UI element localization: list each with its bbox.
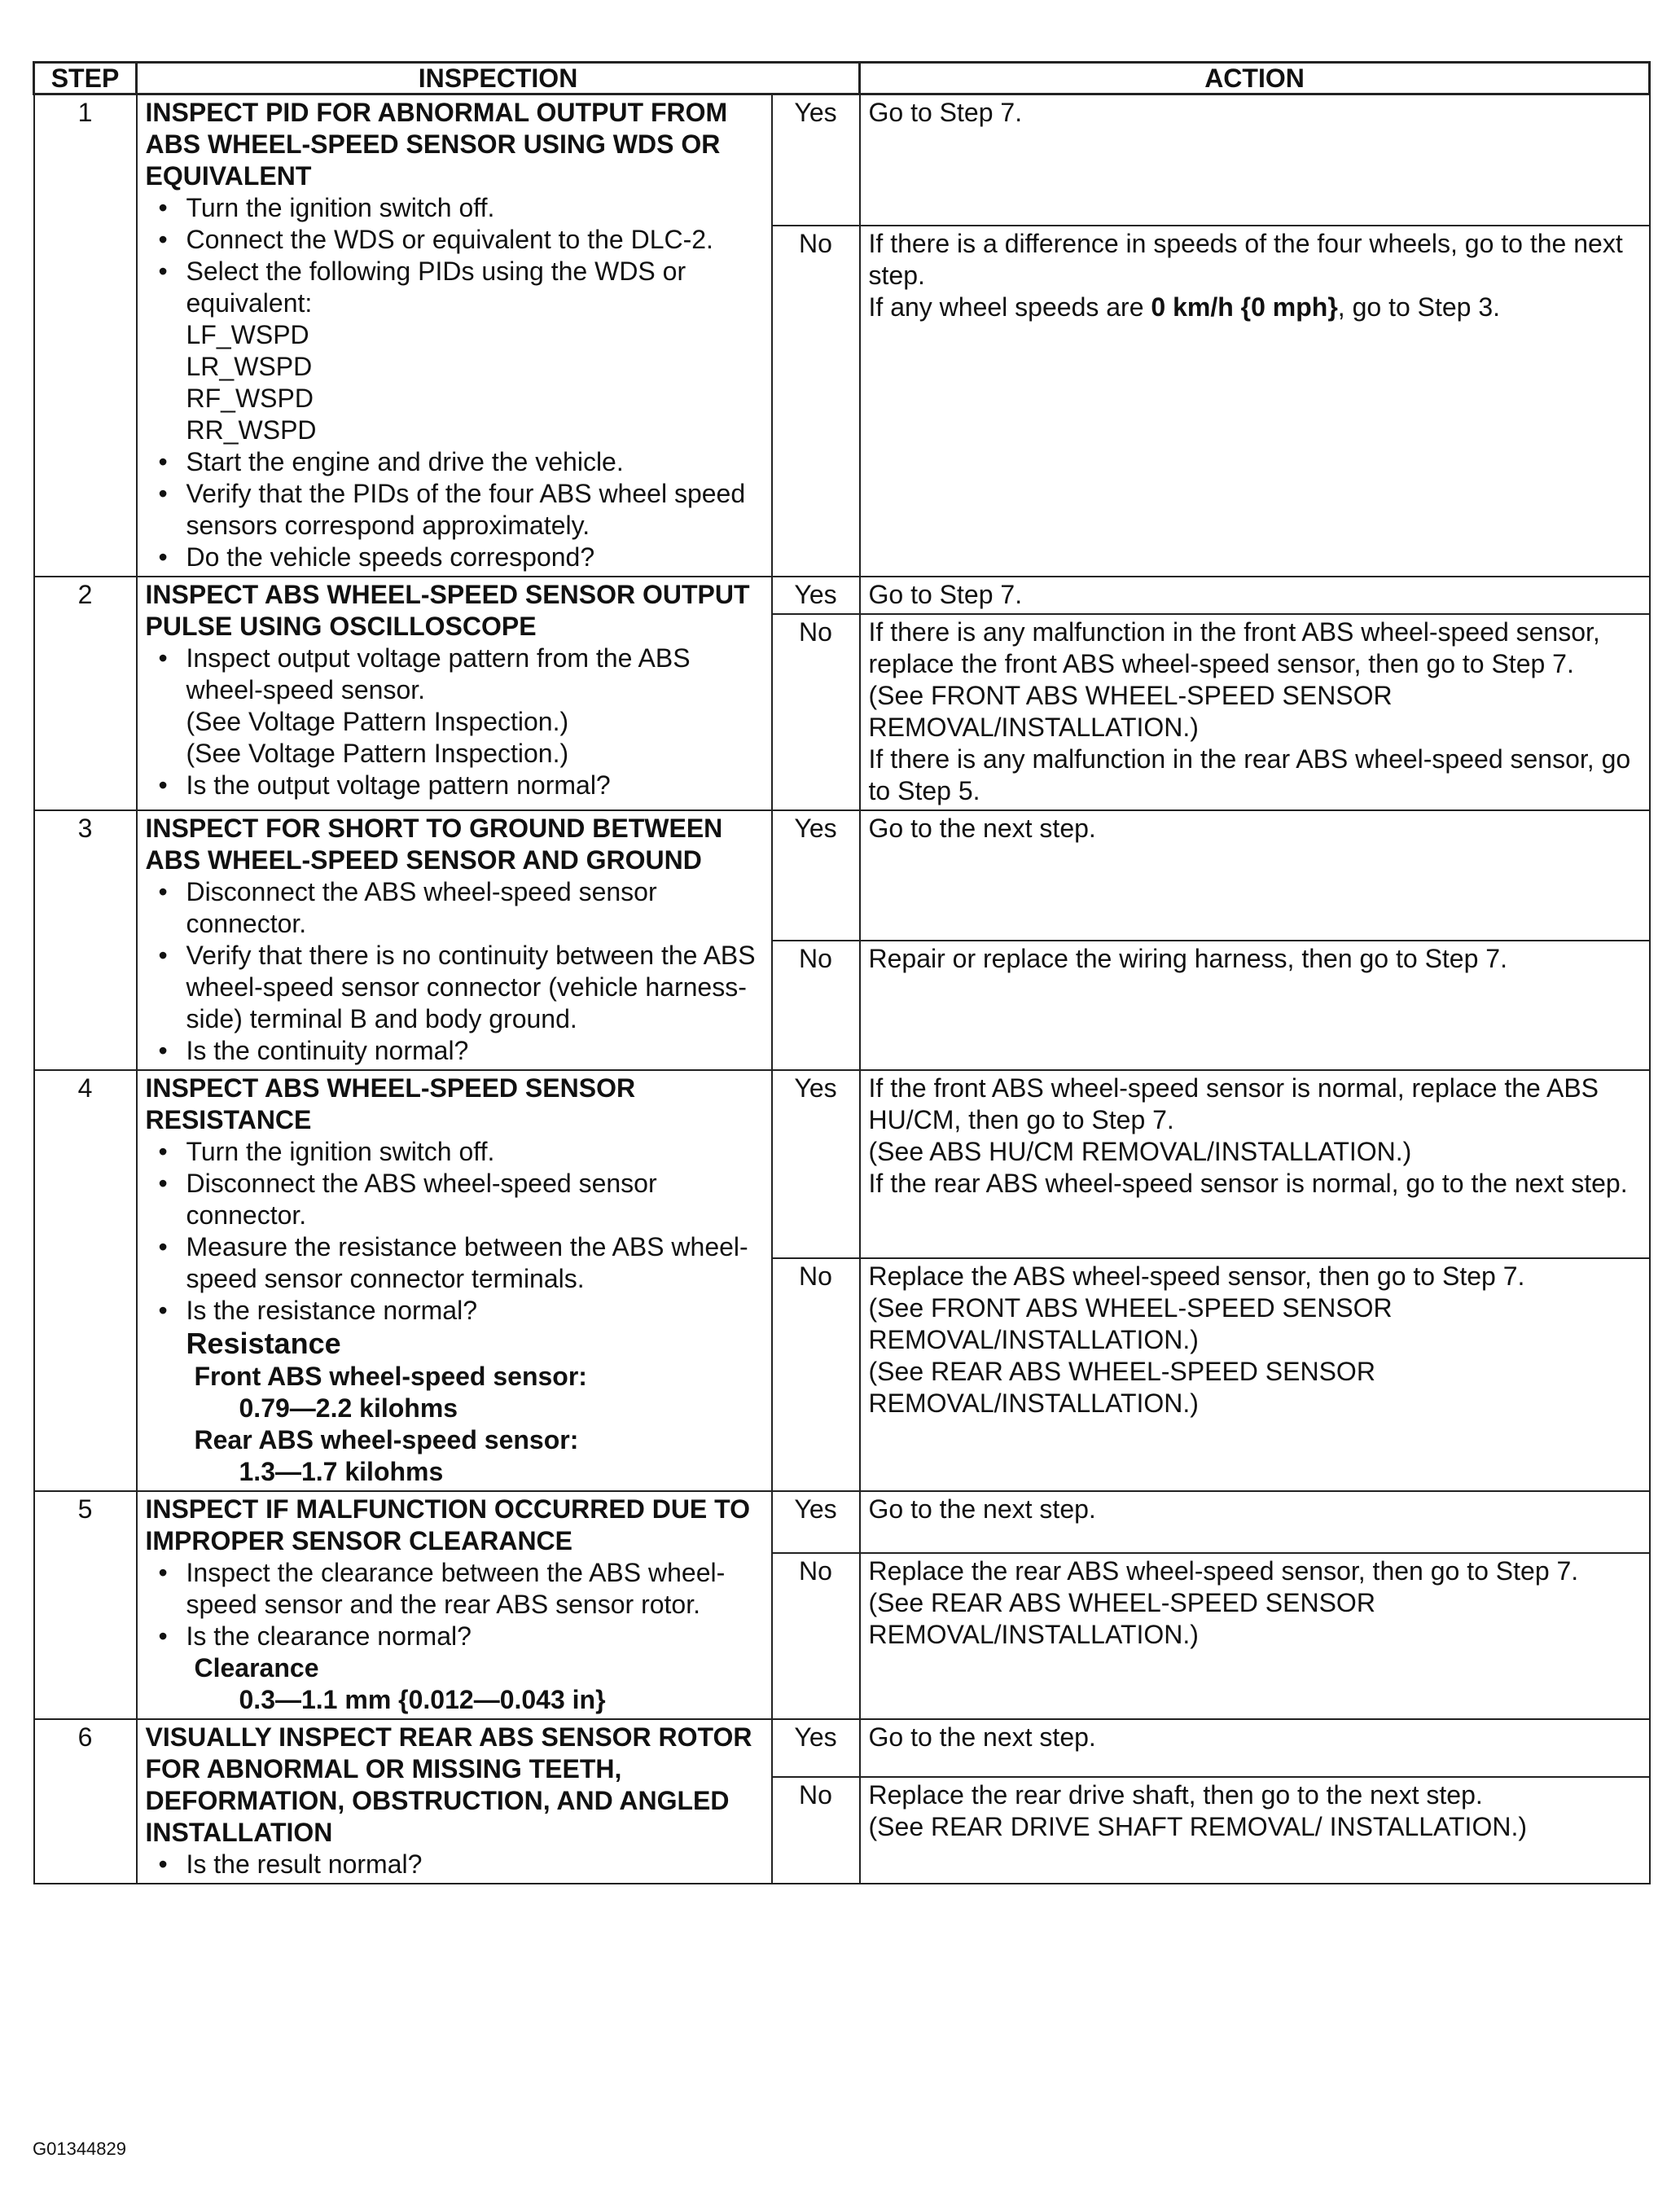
yes-action: Go to the next step.	[860, 1719, 1650, 1777]
see-reference: (See Voltage Pattern Inspection.)	[186, 707, 569, 736]
action-line: Replace the rear ABS wheel-speed sensor, then go to Step 7.	[868, 1555, 1579, 1586]
bullet-item: • Is the continuity normal?	[186, 1035, 763, 1067]
bullet-item: • Is the resistance normal?	[186, 1295, 763, 1327]
step-number: 4	[34, 1070, 137, 1491]
no-action	[860, 614, 1650, 810]
step-number: 3	[34, 810, 137, 1070]
bullet-item	[186, 643, 763, 770]
header-inspection: INSPECTION	[137, 63, 860, 94]
step-row	[34, 577, 1650, 614]
bullet-item: • Inspect the clearance between the ABS wheel-speed sensor and the rear ABS sensor rotor.	[186, 1557, 763, 1621]
see-reference: (See Voltage Pattern Inspection.)	[186, 739, 569, 768]
inspection-cell	[137, 577, 772, 810]
step-title: INSPECT FOR SHORT TO GROUND BETWEEN ABS WHEEL-SPEED SENSOR AND GROUND	[145, 814, 723, 875]
no-label: No	[772, 941, 860, 1071]
spec-heading: Resistance	[186, 1327, 341, 1360]
no-label: No	[772, 1258, 860, 1491]
yes-action: Go to the next step.	[860, 1491, 1650, 1553]
step-number: 6	[34, 1719, 137, 1884]
yes-action: Go to the next step.	[860, 810, 1650, 941]
action-line: If there is a difference in speeds of the four wheels, go to the next step.	[868, 229, 1623, 291]
header-action: ACTION	[860, 63, 1650, 94]
bullet-list	[146, 876, 763, 1067]
action-line	[869, 292, 1641, 323]
bullet-text: • Inspect output voltage pattern from the ABS wheel-speed sensor.	[186, 643, 691, 704]
pid-item: RR_WSPD	[186, 415, 317, 445]
no-label: No	[772, 1777, 860, 1884]
see-reference: (See REAR ABS WHEEL-SPEED SENSOR REMOVAL/INSTALLATION.)	[868, 1587, 1375, 1649]
header-step: STEP	[34, 63, 137, 94]
action-text: , go to Step 3.	[1337, 292, 1501, 322]
step-row	[34, 1719, 1650, 1777]
inspection-cell	[137, 1491, 772, 1719]
no-label: No	[772, 1553, 860, 1719]
bullet-item: • Is the result normal?	[186, 1849, 763, 1880]
bullet-list	[146, 643, 763, 801]
bullet-item: • Verify that the PIDs of the four ABS wheel speed sensors correspond approximately.	[186, 478, 763, 542]
bullet-list	[146, 1557, 763, 1652]
inspection-cell	[137, 1719, 772, 1884]
no-action	[860, 226, 1650, 577]
inspection-cell	[137, 1070, 772, 1491]
bullet-list	[146, 192, 763, 319]
step-row	[34, 1491, 1650, 1553]
bullet-item: • Start the engine and drive the vehicle.	[186, 446, 763, 478]
yes-action: Go to Step 7.	[860, 94, 1650, 226]
yes-label: Yes	[772, 1070, 860, 1258]
step-title: VISUALLY INSPECT REAR ABS SENSOR ROTOR FOR ABNORMAL OR MISSING TEETH, DEFORMATION, OBSTRUCTION, AND ANGLED INSTALLATION	[145, 1722, 752, 1847]
step-row	[34, 810, 1650, 941]
bullet-item: • Select the following PIDs using the WDS or equivalent:	[186, 256, 763, 319]
action-value: 0 km/h {0 mph}	[1151, 292, 1338, 322]
bullet-item: • Is the clearance normal?	[186, 1621, 763, 1652]
step-title: INSPECT ABS WHEEL-SPEED SENSOR RESISTANCE	[145, 1073, 636, 1134]
step-number: 1	[34, 94, 137, 577]
yes-action	[860, 1070, 1650, 1258]
no-action	[860, 1258, 1650, 1491]
bullet-item: • Turn the ignition switch off.	[186, 1136, 763, 1168]
bullet-list	[146, 446, 763, 573]
pid-item: LR_WSPD	[186, 352, 313, 381]
inspection-cell	[137, 810, 772, 1070]
spec-value: 0.79—2.2 kilohms	[239, 1393, 458, 1423]
header-row	[34, 63, 1650, 94]
action-line: If the rear ABS wheel-speed sensor is normal, go to the next step.	[868, 1169, 1628, 1198]
bullet-item: • Do the vehicle speeds correspond?	[186, 542, 763, 573]
action-line: If there is any malfunction in the front ABS wheel-speed sensor, replace the front ABS wheel-speed sensor, then go to Step 7.	[868, 617, 1600, 678]
step-row	[34, 94, 1650, 226]
no-action	[860, 1553, 1650, 1719]
no-label: No	[772, 614, 860, 810]
see-reference: (See FRONT ABS WHEEL-SPEED SENSOR REMOVAL/INSTALLATION.)	[868, 1292, 1393, 1354]
step-title: INSPECT PID FOR ABNORMAL OUTPUT FROM ABS WHEEL-SPEED SENSOR USING WDS OR EQUIVALENT	[145, 98, 728, 191]
spec-heading: Clearance	[194, 1653, 319, 1683]
action-line: Replace the ABS wheel-speed sensor, then go to Step 7.	[868, 1261, 1525, 1291]
step-title: INSPECT IF MALFUNCTION OCCURRED DUE TO IMPROPER SENSOR CLEARANCE	[145, 1494, 751, 1555]
bullet-item: • Turn the ignition switch off.	[186, 192, 763, 224]
spec-label: Rear ABS wheel-speed sensor:	[194, 1425, 579, 1454]
pid-item: LF_WSPD	[186, 320, 309, 349]
spec-label: Front ABS wheel-speed sensor:	[194, 1362, 587, 1391]
see-reference: (See REAR ABS WHEEL-SPEED SENSOR REMOVAL/INSTALLATION.)	[868, 1356, 1375, 1418]
action-line: If there is any malfunction in the rear ABS wheel-speed sensor, go to Step 5.	[868, 744, 1631, 805]
yes-action: Go to Step 7.	[860, 577, 1650, 614]
spec-value: 1.3—1.7 kilohms	[239, 1457, 444, 1486]
bullet-item: • Measure the resistance between the ABS wheel-speed sensor connector terminals.	[186, 1231, 763, 1295]
figure-id: G01344829	[33, 2139, 126, 2159]
bullet-item: • Disconnect the ABS wheel-speed sensor connector.	[186, 876, 763, 940]
step-number: 5	[34, 1491, 137, 1719]
yes-label: Yes	[772, 1719, 860, 1777]
step-row	[34, 1070, 1650, 1258]
step-title: INSPECT ABS WHEEL-SPEED SENSOR OUTPUT PULSE USING OSCILLOSCOPE	[145, 580, 750, 641]
bullet-list	[146, 1136, 763, 1327]
inspection-cell	[137, 94, 772, 577]
yes-label: Yes	[772, 94, 860, 226]
pid-item: RF_WSPD	[186, 384, 314, 413]
action-line: Replace the rear drive shaft, then go to the next step.	[868, 1779, 1483, 1810]
see-reference: (See FRONT ABS WHEEL-SPEED SENSOR REMOVAL/INSTALLATION.)	[868, 681, 1393, 742]
yes-label: Yes	[772, 1491, 860, 1553]
action-line: If the front ABS wheel-speed sensor is normal, replace the ABS HU/CM, then go to Step 7.	[868, 1073, 1599, 1134]
bullet-item: • Verify that there is no continuity between the ABS wheel-speed sensor connector (vehicle harness-side) terminal B and body ground.	[186, 940, 763, 1035]
bullet-item: • Connect the WDS or equivalent to the DLC-2.	[186, 224, 763, 256]
spec-value: 0.3—1.1 mm {0.012—0.043 in}	[239, 1685, 606, 1714]
pid-list	[186, 319, 763, 446]
bullet-item: • Is the output voltage pattern normal?	[186, 770, 763, 801]
yes-label: Yes	[772, 577, 860, 614]
bullet-item: • Disconnect the ABS wheel-speed sensor connector.	[186, 1168, 763, 1231]
step-number: 2	[34, 577, 137, 810]
see-reference: (See ABS HU/CM REMOVAL/INSTALLATION.)	[868, 1137, 1412, 1166]
diagnostic-table	[33, 61, 1651, 1884]
yes-label: Yes	[772, 810, 860, 941]
no-label: No	[772, 226, 860, 577]
action-text: If any wheel speeds are	[868, 292, 1151, 322]
bullet-list	[146, 1849, 763, 1880]
no-action: Repair or replace the wiring harness, then go to Step 7.	[860, 941, 1650, 1071]
no-action	[860, 1777, 1650, 1884]
see-reference: (See REAR DRIVE SHAFT REMOVAL/ INSTALLATION.)	[868, 1811, 1527, 1841]
